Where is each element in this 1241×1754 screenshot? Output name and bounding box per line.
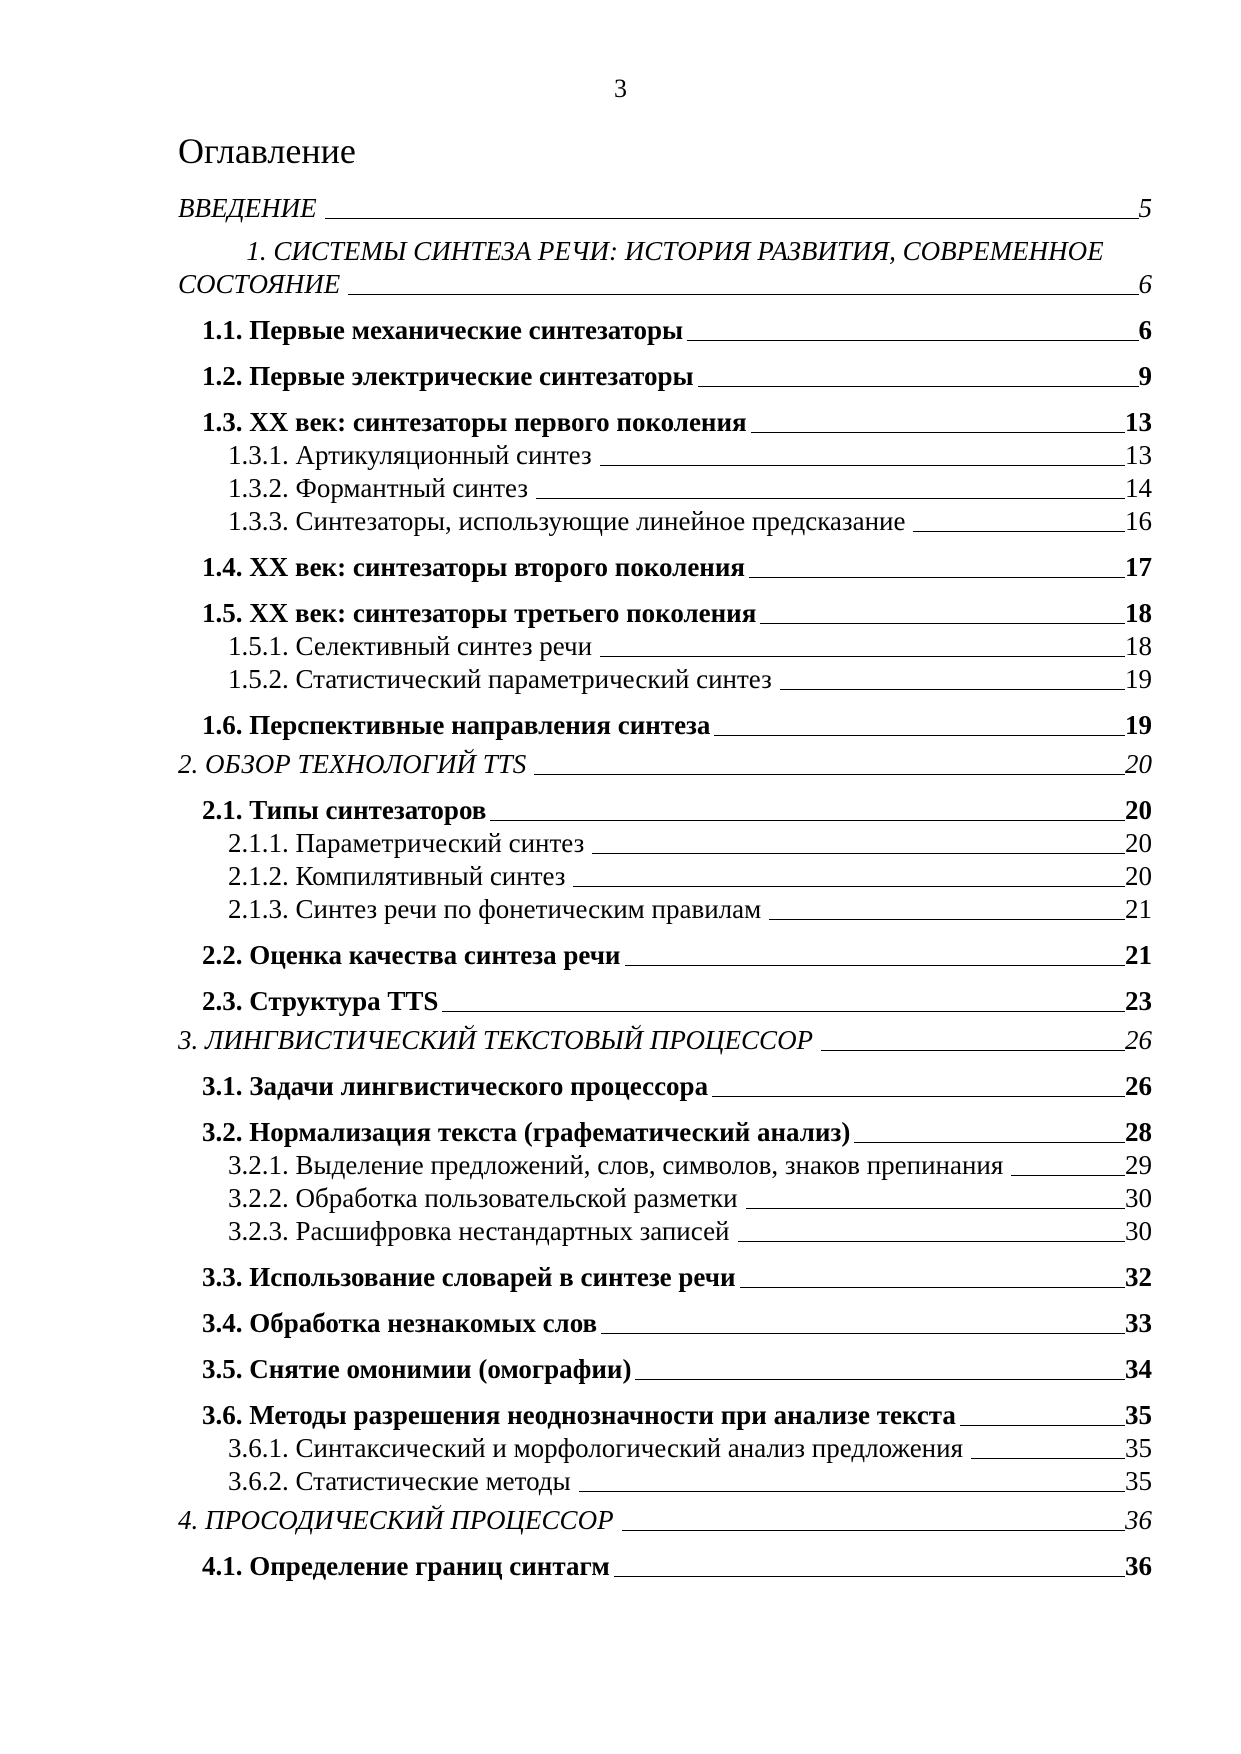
- toc-entry-page: 18: [1125, 598, 1152, 628]
- toc-entry-label: 2.1.1. Параметрический синтез: [228, 828, 585, 858]
- page-number: 3: [614, 74, 627, 103]
- toc-entry-page: 14: [1125, 473, 1152, 503]
- toc-entry-label: 1.5.2. Статистический параметрический синтез: [228, 664, 772, 694]
- toc-entry-label: 3.6.2. Статистические методы: [228, 1466, 571, 1496]
- toc-entry-page: 20: [1125, 861, 1152, 891]
- toc-leader: [579, 1491, 1125, 1492]
- toc-entry-introduction[interactable]: [178, 192, 1152, 225]
- toc-entry-3-4[interactable]: [178, 1307, 1152, 1340]
- toc-entry-2-1-3[interactable]: [178, 893, 1152, 926]
- toc-entry-3-1[interactable]: [178, 1070, 1152, 1103]
- toc-leader: [635, 1379, 1125, 1380]
- toc-entry-label: 2.1.2. Компилятивный синтез: [228, 861, 566, 891]
- toc-leader: [760, 623, 1125, 624]
- toc-entry-label: 1.2. Первые электрические синтезаторы: [202, 361, 694, 391]
- toc-entry-1-3[interactable]: [178, 406, 1152, 439]
- toc-leader: [746, 1208, 1125, 1209]
- toc-entry-page: 5: [1138, 193, 1152, 223]
- toc-entry-page: 23: [1125, 986, 1152, 1016]
- toc-leader: [325, 218, 1139, 219]
- toc-leader: [854, 1142, 1125, 1143]
- toc-leader: [442, 1011, 1125, 1012]
- toc-entry-1-1[interactable]: [178, 314, 1152, 347]
- toc-leader: [751, 432, 1125, 433]
- toc-entry-page: 34: [1125, 1354, 1152, 1384]
- toc-leader: [534, 774, 1125, 775]
- toc-entry-page: 33: [1125, 1308, 1152, 1338]
- toc-leader: [348, 294, 1138, 295]
- toc-entry-4-1[interactable]: [178, 1550, 1152, 1583]
- toc-entry-label: 1.3. XX век: синтезаторы первого поколения: [202, 407, 747, 437]
- toc-entry-label: 3.6.1. Синтаксический и морфологический анализ предложения: [228, 1433, 963, 1463]
- toc-leader: [780, 689, 1125, 690]
- toc-entry-label: 3.3. Использование словарей в синтезе речи: [202, 1262, 736, 1292]
- toc-entry-label: 3.5. Снятие омонимии (омографии): [202, 1354, 632, 1384]
- toc-leader: [749, 577, 1125, 578]
- toc-leader: [600, 465, 1125, 466]
- toc-title: Оглавление: [178, 131, 356, 171]
- toc-entry-2-1-2[interactable]: [178, 860, 1152, 893]
- toc-entry-2-2[interactable]: [178, 939, 1152, 972]
- toc-entry-label: 3.2. Нормализация текста (графематический анализ): [202, 1117, 851, 1147]
- toc-leader: [821, 1050, 1125, 1051]
- toc-entry-label: 2.1.3. Синтез речи по фонетическим правилам: [228, 894, 762, 924]
- toc-entry-page: 13: [1125, 440, 1152, 470]
- toc-entry-label: 3.2.1. Выделение предложений, слов, символов, знаков препинания: [228, 1150, 1004, 1180]
- toc-entry-label: 1.5.1. Селективный синтез речи: [228, 631, 593, 661]
- toc-entry-page: 21: [1125, 894, 1152, 924]
- toc-entry-chapter-2[interactable]: [178, 748, 1152, 781]
- toc-entry-page: 29: [1125, 1150, 1152, 1180]
- toc-entry-label: 3.4. Обработка незнакомых слов: [202, 1308, 598, 1338]
- toc-entry-page: 9: [1138, 361, 1152, 391]
- toc-entry-label: ВВЕДЕНИЕ: [178, 193, 317, 223]
- toc-entry-chapter-3[interactable]: [178, 1024, 1152, 1057]
- toc-leader: [600, 656, 1125, 657]
- toc-leader: [490, 820, 1125, 821]
- toc-entry-1-3-1[interactable]: [178, 439, 1152, 472]
- toc-entry-label: 3.2.3. Расшифровка нестандартных записей: [228, 1216, 730, 1246]
- toc-leader: [698, 386, 1139, 387]
- toc-entry-page: 20: [1125, 749, 1152, 779]
- toc-entry-1-5-1[interactable]: [178, 630, 1152, 663]
- toc-entry-label: 1.1. Первые механические синтезаторы: [202, 315, 684, 345]
- toc-entry-chapter-1[interactable]: [178, 235, 1152, 301]
- toc-entry-page: 20: [1125, 828, 1152, 858]
- toc-leader: [960, 1425, 1125, 1426]
- toc-entry-label: 1.3.2. Формантный синтез: [228, 473, 529, 503]
- toc-entry-label: 3.2.2. Обработка пользовательской разметки: [228, 1183, 738, 1213]
- toc-entry-page: 26: [1125, 1071, 1152, 1101]
- toc-leader: [614, 1576, 1125, 1577]
- toc-entry-label: 3.6. Методы разрешения неоднозначности при анализе текста: [202, 1400, 956, 1430]
- toc-entry-label: 1.3.3. Синтезаторы, использующие линейное предсказание: [228, 506, 906, 536]
- toc-leader: [714, 735, 1125, 736]
- toc-entry-label: 2. ОБЗОР ТЕХНОЛОГИЙ TTS: [178, 749, 527, 779]
- toc-entry-3-2-2[interactable]: [178, 1182, 1152, 1215]
- toc-entry-page: 19: [1125, 710, 1152, 740]
- toc-entry-1-5[interactable]: [178, 597, 1152, 630]
- toc-leader: [592, 853, 1125, 854]
- toc-entry-page: 6: [1138, 269, 1152, 299]
- table-of-contents: [178, 186, 1152, 1583]
- toc-entry-page: 32: [1125, 1262, 1152, 1292]
- toc-entry-page: 17: [1125, 552, 1152, 582]
- toc-entry-3-2-1[interactable]: [178, 1149, 1152, 1182]
- toc-entry-label: 1.6. Перспективные направления синтеза: [202, 710, 711, 740]
- toc-entry-3-3[interactable]: [178, 1261, 1152, 1294]
- toc-entry-label: СОСТОЯНИЕ: [178, 269, 341, 299]
- toc-entry-label: 2.1. Типы синтезаторов: [202, 795, 487, 825]
- toc-entry-page: 36: [1125, 1551, 1152, 1581]
- toc-entry-page: 20: [1125, 795, 1152, 825]
- toc-entry-3-6[interactable]: [178, 1399, 1152, 1432]
- toc-entry-page: 35: [1125, 1433, 1152, 1463]
- toc-entry-label: 3.1. Задачи лингвистического процессора: [202, 1071, 709, 1101]
- toc-entry-3-6-2[interactable]: [178, 1465, 1152, 1498]
- toc-entry-page: 13: [1125, 407, 1152, 437]
- toc-entry-page: 30: [1125, 1216, 1152, 1246]
- toc-entry-label: 1.5. XX век: синтезаторы третьего поколения: [202, 598, 757, 628]
- toc-entry-page: 21: [1125, 940, 1152, 970]
- toc-entry-page: 35: [1125, 1400, 1152, 1430]
- toc-entry-label-line1: 1. СИСТЕМЫ СИНТЕЗА РЕЧИ: ИСТОРИЯ РАЗВИТИЯ, СОВРЕМЕННОЕ: [246, 236, 1104, 266]
- toc-entry-label: 1.3.1. Артикуляционный синтез: [228, 440, 592, 470]
- toc-entry-label: 2.2. Оценка качества синтеза речи: [202, 940, 621, 970]
- toc-entry-1-3-2[interactable]: [178, 472, 1152, 505]
- toc-entry-label: 1.4. XX век: синтезаторы второго поколения: [202, 552, 746, 582]
- toc-leader: [712, 1096, 1125, 1097]
- toc-entry-3-2-3[interactable]: [178, 1215, 1152, 1248]
- toc-entry-1-2[interactable]: [178, 360, 1152, 393]
- toc-entry-chapter-4[interactable]: [178, 1504, 1152, 1537]
- toc-entry-page: 16: [1125, 506, 1152, 536]
- toc-entry-page: 18: [1125, 631, 1152, 661]
- toc-entry-page: 36: [1125, 1505, 1152, 1535]
- toc-entry-1-3-3[interactable]: [178, 505, 1152, 538]
- toc-entry-label: 4. ПРОСОДИЧЕСКИЙ ПРОЦЕССОР: [178, 1505, 614, 1535]
- toc-entry-label: 3. ЛИНГВИСТИЧЕСКИЙ ТЕКСТОВЫЙ ПРОЦЕССОР: [178, 1025, 814, 1055]
- toc-leader: [536, 498, 1125, 499]
- toc-leader: [622, 1530, 1125, 1531]
- toc-entry-page: 6: [1138, 315, 1152, 345]
- toc-entry-1-6[interactable]: [178, 709, 1152, 742]
- toc-entry-page: 28: [1125, 1117, 1152, 1147]
- toc-leader: [740, 1287, 1125, 1288]
- toc-leader: [1011, 1175, 1125, 1176]
- toc-leader: [573, 886, 1125, 887]
- toc-leader: [971, 1458, 1125, 1459]
- toc-entry-1-4[interactable]: [178, 551, 1152, 584]
- toc-entry-2-1[interactable]: [178, 794, 1152, 827]
- toc-leader: [601, 1333, 1125, 1334]
- toc-entry-page: 19: [1125, 664, 1152, 694]
- toc-leader: [913, 531, 1125, 532]
- toc-entry-3-5[interactable]: [178, 1353, 1152, 1386]
- toc-entry-1-5-2[interactable]: [178, 663, 1152, 696]
- toc-entry-page: 30: [1125, 1183, 1152, 1213]
- toc-leader: [738, 1241, 1125, 1242]
- toc-entry-2-1-1[interactable]: [178, 827, 1152, 860]
- toc-entry-3-2[interactable]: [178, 1116, 1152, 1149]
- toc-leader: [625, 965, 1126, 966]
- toc-entry-2-3[interactable]: [178, 985, 1152, 1018]
- toc-entry-3-6-1[interactable]: [178, 1432, 1152, 1465]
- toc-entry-label: 4.1. Определение границ синтагм: [202, 1551, 610, 1581]
- toc-entry-page: 26: [1125, 1025, 1152, 1055]
- toc-entry-page: 35: [1125, 1466, 1152, 1496]
- toc-leader: [769, 919, 1125, 920]
- toc-leader: [687, 340, 1138, 341]
- toc-entry-label: 2.3. Структура TTS: [202, 986, 439, 1016]
